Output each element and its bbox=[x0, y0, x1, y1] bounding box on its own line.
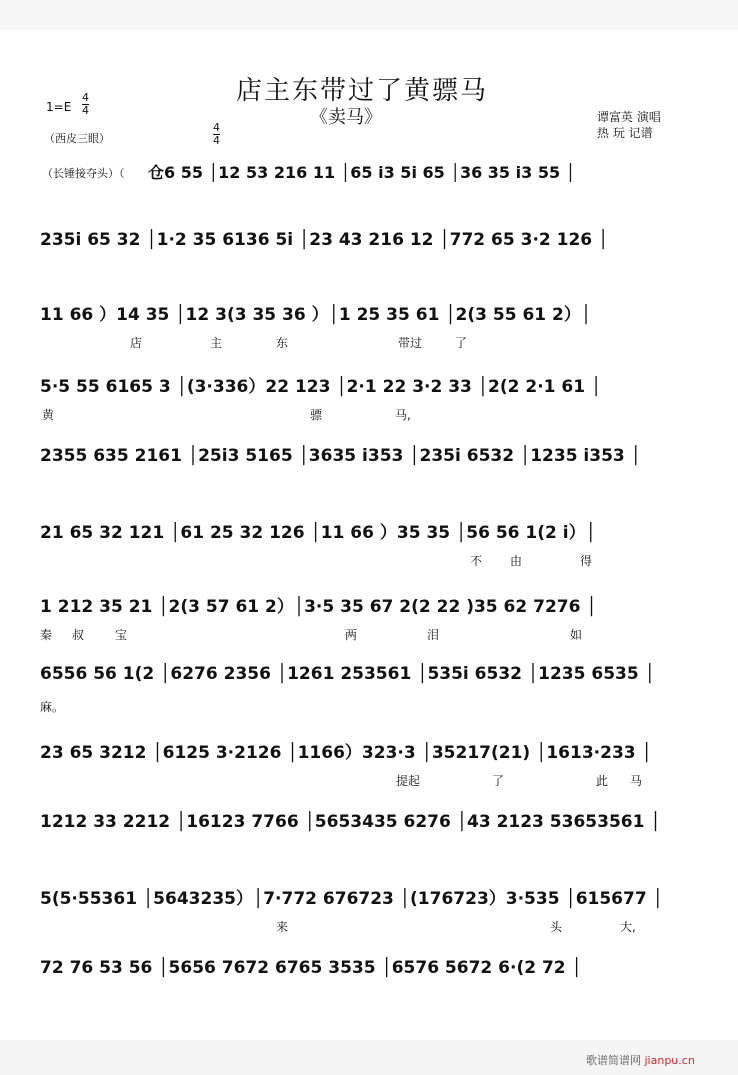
notation-row bbox=[40, 592, 706, 642]
lyric-syllable: 麻。 bbox=[40, 700, 65, 714]
lyric-syllable: 带过 bbox=[398, 336, 423, 350]
lyric-syllable: 来 bbox=[276, 920, 289, 934]
top-margin bbox=[0, 0, 738, 30]
notation-row bbox=[40, 738, 706, 788]
notation-row bbox=[40, 300, 706, 350]
intro-label: （长锤接夺头）（ bbox=[42, 167, 125, 180]
lyric-syllable: 骠 bbox=[310, 408, 323, 422]
notes-line: 11 66 ）14 35 │12 3(3 35 36 ）│1 25 35 61 │2(3 55 61 2）│ bbox=[40, 305, 592, 325]
inline-time-signature bbox=[213, 122, 220, 147]
notes-line: 235i 65 32 │1·2 35 6136 5i │23 43 216 12 │772 65 3·2 126 │ bbox=[40, 230, 609, 250]
lyric-syllable: 不 bbox=[470, 554, 483, 568]
singer-credit: 谭富英 演唱 bbox=[597, 110, 661, 124]
lyric-syllable: 如 bbox=[570, 628, 583, 642]
notation-row bbox=[40, 372, 706, 422]
lyric-syllable: 泪 bbox=[427, 628, 440, 642]
watermark-url: jianpu.cn bbox=[644, 1054, 695, 1067]
lyric-syllable: 黄 bbox=[42, 408, 55, 422]
time-sig-denominator: 4 bbox=[82, 104, 89, 117]
notes-line: 5(5·55361 │5643235）│7·772 676723 │(176723）3·535 │615677 │ bbox=[40, 889, 663, 909]
opera-subtitle: 《卖马》 bbox=[310, 107, 382, 128]
watermark-text: 歌谱简谱网 bbox=[586, 1054, 641, 1067]
key-signature: 1=E bbox=[46, 100, 72, 114]
notation-credit: 热 玩 记谱 bbox=[597, 126, 653, 140]
lyric-syllable: 由 bbox=[510, 554, 523, 568]
lyric-syllable: 大, bbox=[620, 920, 636, 934]
watermark bbox=[586, 1052, 695, 1068]
notes-line: 23 65 3212 │6125 3·2126 │1166）323·3 │35217(21) │1613·233 │ bbox=[40, 743, 652, 763]
notes-line: 5·5 55 6165 3 │(3·336）22 123 │2·1 22 3·2 33 │2(2 2·1 61 │ bbox=[40, 377, 602, 397]
lyric-syllable: 主 bbox=[210, 336, 223, 350]
lyric-syllable: 得 bbox=[580, 554, 593, 568]
notation-row bbox=[40, 230, 706, 264]
lyric-syllable: 了 bbox=[455, 336, 468, 350]
notes-line: 1212 33 2212 │16123 7766 │5653435 6276 │43 2123 53653561 │ bbox=[40, 812, 661, 832]
time-signature bbox=[82, 92, 89, 117]
lyric-syllable: 了 bbox=[492, 774, 505, 788]
notation-row bbox=[40, 518, 706, 568]
inline-sig-denominator: 4 bbox=[213, 134, 220, 147]
lyric-syllable: 东 bbox=[276, 336, 289, 350]
lyric-syllable: 两 bbox=[345, 628, 358, 642]
inline-sig-numerator: 4 bbox=[213, 121, 220, 134]
notation-row bbox=[40, 884, 706, 934]
notes-line: 6556 56 1(2 │6276 2356 │1261 253561 │535i 6532 │1235 6535 │ bbox=[40, 664, 655, 684]
mode-label: （西皮三眼） bbox=[44, 132, 110, 145]
lyric-syllable: 提起 bbox=[396, 774, 421, 788]
notation-row bbox=[40, 812, 706, 846]
notation-row bbox=[40, 958, 706, 992]
song-title: 店主东带过了黄骠马 bbox=[236, 76, 489, 106]
notes-line: 21 65 32 121 │61 25 32 126 │11 66 ）35 35 │56 56 1(2 i）│ bbox=[40, 523, 596, 543]
notation-row bbox=[40, 160, 706, 194]
lyric-syllable: 马, bbox=[395, 408, 411, 422]
notes-line: 仓6 55 │12 53 216 11 │65 i3 5i 65 │36 35 i3 55 │ bbox=[148, 163, 576, 182]
notes-line: 1 212 35 21 │2(3 57 61 2）│3·5 35 67 2(2 22 )35 62 7276 │ bbox=[40, 597, 597, 617]
notes-line: 72 76 53 56 │5656 7672 6765 3535 │6576 5672 6·(2 72 │ bbox=[40, 958, 582, 978]
lyric-syllable: 店 bbox=[130, 336, 143, 350]
lyric-syllable: 头 bbox=[550, 920, 563, 934]
notes-line: 2355 635 2161 │25i3 5165 │3635 i353 │235i 6532 │1235 i353 │ bbox=[40, 446, 641, 466]
lyric-syllable: 秦 bbox=[40, 628, 53, 642]
lyric-syllable: 叔 bbox=[72, 628, 85, 642]
lyric-syllable: 马 bbox=[630, 774, 643, 788]
time-sig-numerator: 4 bbox=[82, 91, 89, 104]
notation-row bbox=[40, 446, 706, 480]
lyric-syllable: 此 bbox=[596, 774, 609, 788]
notation-row bbox=[40, 664, 706, 714]
lyric-syllable: 宝 bbox=[115, 628, 128, 642]
